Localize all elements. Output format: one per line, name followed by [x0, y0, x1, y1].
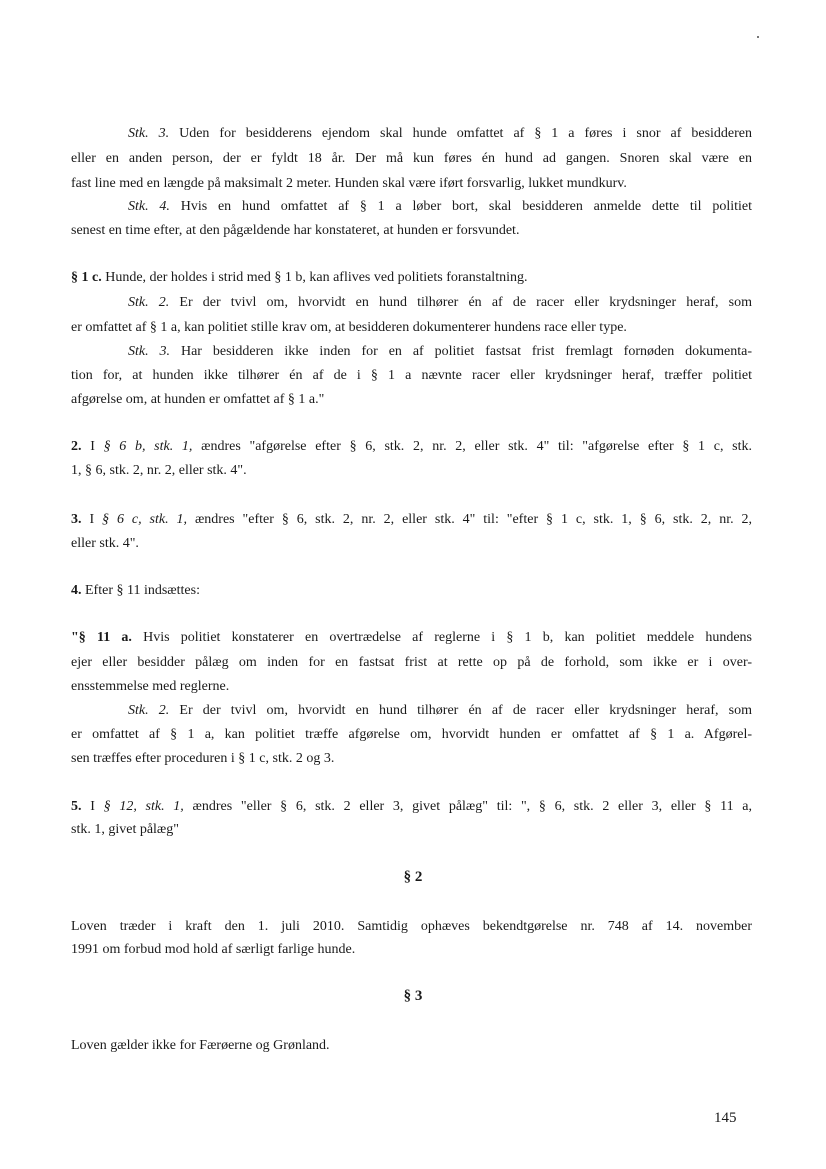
section-2-heading: § 2 [403, 869, 423, 885]
page-number: 145 [714, 1110, 737, 1126]
p1c-stk3-line-2: tion for, at hunden ikke tilhører én af de i § 1 a nævnte racer eller krydsninger heraf, træffer politiet [71, 368, 752, 383]
section-3-heading: § 3 [403, 988, 423, 1004]
p11a-line-2: ejer eller besidder pålæg om inden for en fastsat frist at rette op på de forhold, som ikke er i over- [71, 655, 752, 670]
item-number: 4. [71, 583, 82, 598]
item-ref: § 12, stk. 1, [103, 799, 184, 814]
stk-ref: Stk. 3. [128, 344, 171, 359]
section2-line-2: 1991 om forbud mod hold af særligt farlige hunde. [71, 942, 356, 957]
p1c-line-1: § 1 c. Hunde, der holdes i strid med § 1 b, kan aflives ved politiets foranstaltning. [71, 270, 528, 285]
item4-line: 4. Efter § 11 indsættes: [71, 583, 200, 598]
item-number: 2. [71, 439, 82, 454]
p11a-line-3: ensstemmelse med reglerne. [71, 679, 230, 694]
p1c-stk3-line-1: Stk. 3. Har besidderen ikke inden for en af politiet fastsat frist fremlagt fornøden dokumenta- [128, 344, 753, 359]
section3-line-1: Loven gælder ikke for Færøerne og Grønland. [71, 1038, 330, 1053]
p1c-stk2-line-2: er omfattet af § 1 a, kan politiet stille krav om, at besidderen dokumenterer hundens race eller type. [71, 320, 627, 335]
p11a-line-1: "§ 11 a. Hvis politiet konstaterer en overtrædelse af reglerne i § 1 b, kan politiet meddele hundens [71, 630, 753, 645]
item3-line-1: 3. I § 6 c, stk. 1, ændres "efter § 6, stk. 2, nr. 2, eller stk. 4" til: "efter § 1 c, stk. 1, § 6, stk. 2, nr. 2, [71, 512, 753, 527]
stk4-line-2: senest en time efter, at den pågældende har konstateret, at hunden er forsvundet. [71, 223, 520, 238]
item-number: 5. [71, 799, 82, 814]
p11a-stk2-line-3: sen træffes efter proceduren i § 1 c, stk. 2 og 3. [71, 751, 335, 766]
stk-ref: Stk. 4. [128, 199, 170, 214]
item-ref: § 6 b, stk. 1, [103, 439, 193, 454]
p1c-stk2-line-1: Stk. 2. Er der tvivl om, hvorvidt en hund tilhører én af de racer eller krydsninger heraf, som [128, 295, 753, 310]
stk-ref: Stk. 3. [128, 126, 170, 141]
stk3-line-3: fast line med en længde på maksimalt 2 meter. Hunden skal være iført forsvarlig, lukket mundkurv. [71, 176, 627, 191]
p1c-stk3-line-3: afgørelse om, at hunden er omfattet af § 1 a." [71, 392, 325, 407]
item-number: 3. [71, 512, 82, 527]
p11a-stk2-line-2: er omfattet af § 1 a, kan politiet træffe afgørelse om, hvorvidt hunden er omfattet af § 1 a. Afgørel- [71, 727, 752, 742]
stk3-line-1: Stk. 3. Uden for besidderens ejendom skal hunde omfattet af § 1 a føres i snor af besidderen [128, 126, 753, 141]
stk-ref: Stk. 2. [128, 703, 170, 718]
stk-ref: Stk. 2. [128, 295, 170, 310]
item5-line-1: 5. I § 12, stk. 1, ændres "eller § 6, stk. 2 eller 3, givet pålæg" til: ", § 6, stk. 2 eller 3, eller § 11 a, [71, 799, 753, 814]
item3-line-2: eller stk. 4". [71, 536, 139, 551]
item5-line-2: stk. 1, givet pålæg" [71, 822, 179, 837]
scan-speck [757, 36, 759, 38]
section2-line-1: Loven træder i kraft den 1. juli 2010. Samtidig ophæves bekendtgørelse nr. 748 af 14. november [71, 919, 752, 934]
stk4-line-1: Stk. 4. Hvis en hund omfattet af § 1 a løber bort, skal besidderen anmelde dette til politiet [128, 199, 752, 214]
section-ref: § 1 c. [71, 270, 102, 285]
item-ref: § 6 c, stk. 1, [102, 512, 188, 527]
item2-line-2: 1, § 6, stk. 2, nr. 2, eller stk. 4". [71, 463, 247, 478]
item2-line-1: 2. I § 6 b, stk. 1, ændres "afgørelse efter § 6, stk. 2, nr. 2, eller stk. 4" til: "afgørelse efter § 1 c, stk. [71, 439, 752, 454]
p11a-stk2-line-1: Stk. 2. Er der tvivl om, hvorvidt en hund tilhører én af de racer eller krydsninger heraf, som [128, 703, 753, 718]
stk3-line-2: eller en anden person, der er fyldt 18 år. Der må kun føres én hund ad gangen. Snoren skal være en [71, 151, 752, 166]
section-ref: "§ 11 a. [71, 630, 132, 645]
